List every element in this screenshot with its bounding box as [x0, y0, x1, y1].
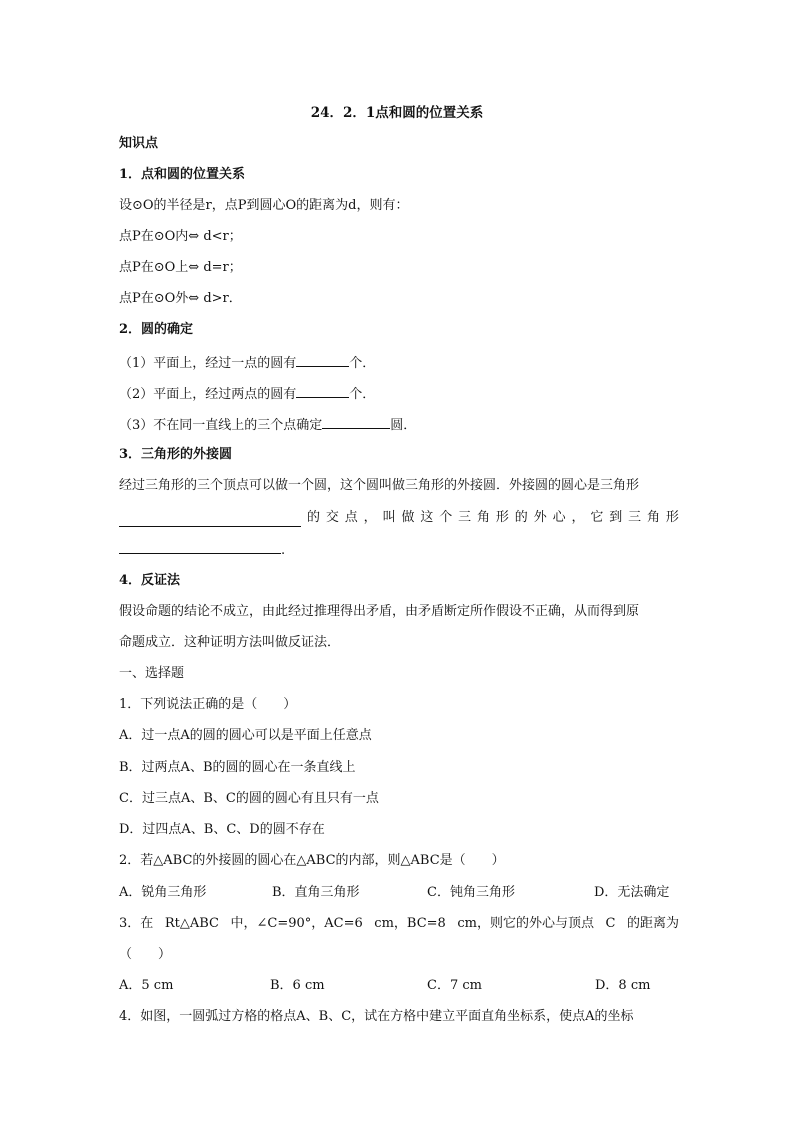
fill-blank[interactable] — [119, 540, 281, 554]
section-1-line-on: 点P在⊙O上⇔ d=r； — [119, 260, 242, 275]
question-1-option-a[interactable]: A．过一点A的圆的圆心可以是平面上任意点 — [119, 728, 372, 743]
section-2-item-2 — [119, 384, 679, 404]
section-3-heading: 3．三角形的外接圆 — [119, 447, 233, 462]
question-3-options — [119, 977, 679, 995]
page-title: 24．2．1点和圆的位置关系 — [310, 105, 484, 121]
question-4-stem: 4．如图，一圆弧过方格的格点A、B、C，试在方格中建立平面直角坐标系，使点A的坐标 — [119, 1009, 634, 1024]
item-1-text: （1）平面上，经过一点的圆有 — [119, 356, 297, 371]
section-1-line-inside: 点P在⊙O内⇔ d<r； — [119, 229, 242, 244]
section-choice-heading: 一、选择题 — [119, 666, 185, 681]
question-2-option-c[interactable]: C．钝角三角形 — [427, 885, 515, 900]
section-3-line-2-char-3: ， — [363, 510, 377, 525]
section-3-line-2-char-1: 交 — [325, 510, 339, 525]
question-1-option-b[interactable]: B．过两点A、B的圆的圆心在一条直线上 — [119, 760, 356, 775]
section-4-line-2: 命题成立．这种证明方法叫做反证法． — [119, 635, 341, 650]
section-3-line-2-char-15: 它 — [590, 510, 604, 525]
question-2-stem: 2．若△ABC的外接圆的圆心在△ABC的内部，则△ABC是（ ） — [119, 853, 505, 868]
section-2-item-1 — [119, 353, 679, 373]
section-3-line-2-char-8: 三 — [458, 510, 472, 525]
fill-blank[interactable] — [119, 513, 301, 527]
question-3-stem-word-1: Rt△ABC — [164, 916, 219, 931]
section-3-line-2-char-9: 角 — [477, 510, 491, 525]
section-3-line-2-char-14: ， — [571, 510, 585, 525]
item-2-text: （2）平面上，经过两点的圆有 — [119, 387, 297, 402]
item-1-suffix: 个． — [349, 356, 376, 371]
line-3-end: . — [281, 543, 286, 558]
section-1-line-outside: 点P在⊙O外⇔ d>r． — [119, 291, 242, 306]
section-3-line-2-char-0: 的 — [307, 510, 321, 525]
section-3-line-2-char-11: 的 — [514, 510, 528, 525]
question-1-stem: 1．下列说法正确的是（ ） — [119, 697, 297, 712]
question-3-stem-word-0: 3．在 — [119, 916, 154, 931]
question-3-stem-word-2: 中，∠C=90°，AC=6 — [230, 916, 363, 931]
item-3-suffix: 圆． — [390, 418, 417, 433]
question-3-stem-word-5: C — [605, 916, 616, 931]
question-3-paren: （ ） — [119, 947, 172, 962]
section-3-line-2-char-7: 个 — [439, 510, 453, 525]
knowledge-heading: 知识点 — [119, 136, 159, 151]
section-3-line-2-char-4: 叫 — [382, 510, 396, 525]
section-3-line-3 — [119, 540, 679, 560]
section-4-heading: 4．反证法 — [119, 573, 181, 588]
question-2-option-a[interactable]: A．锐角三角形 — [119, 885, 207, 900]
fill-blank[interactable] — [296, 353, 349, 367]
question-3-stem-word-4: cm，则它的外心与顶点 — [457, 916, 594, 931]
section-1-intro: 设⊙O的半径是r，点P到圆心O的距离为d，则有： — [119, 198, 409, 213]
question-2-options — [119, 884, 679, 902]
section-3-line-2-char-18: 角 — [647, 510, 661, 525]
question-1-option-d[interactable]: D．过四点A、B、C、D的圆不存在 — [119, 822, 325, 837]
question-2-option-b[interactable]: B．直角三角形 — [272, 885, 360, 900]
question-3-stem-word-3: cm，BC=8 — [374, 916, 446, 931]
section-4-line-1: 假设命题的结论不成立，由此经过推理得出矛盾，由矛盾断定所作假设不正确，从而得到原 — [119, 604, 640, 619]
question-3-stem-word-6: 的距离为 — [626, 916, 679, 931]
question-3-option-d[interactable]: D．8 cm — [595, 978, 651, 993]
item-2-suffix: 个． — [349, 387, 376, 402]
section-3-line-2-char-5: 做 — [401, 510, 415, 525]
question-2-option-d[interactable]: D．无法确定 — [594, 885, 670, 900]
section-3-line-2-char-16: 到 — [609, 510, 623, 525]
section-1-heading: 1．点和圆的位置关系 — [119, 167, 246, 182]
section-3-line-2-char-19: 形 — [665, 510, 679, 525]
section-3-line-2 — [119, 509, 679, 527]
question-1-option-c[interactable]: C．过三点A、B、C的圆的圆心有且只有一点 — [119, 791, 379, 806]
section-2-heading: 2．圆的确定 — [119, 322, 194, 337]
section-3-line-2-text — [307, 509, 679, 527]
question-3-stem — [119, 915, 679, 933]
section-2-item-3 — [119, 415, 679, 435]
section-3-line-2-char-13: 心 — [552, 510, 566, 525]
section-3-line-2-char-12: 外 — [533, 510, 547, 525]
question-3-option-a[interactable]: A．5 cm — [119, 978, 174, 993]
question-3-option-c[interactable]: C．7 cm — [427, 978, 482, 993]
question-3-option-b[interactable]: B．6 cm — [270, 978, 325, 993]
section-3-line-1: 经过三角形的三个顶点可以做一个圆，这个圆叫做三角形的外接圆．外接圆的圆心是三角形 — [119, 478, 640, 493]
fill-blank[interactable] — [296, 384, 349, 398]
section-3-line-2-char-10: 形 — [495, 510, 509, 525]
section-3-line-2-char-2: 点 — [344, 510, 358, 525]
fill-blank[interactable] — [322, 415, 390, 429]
item-3-text: （3）不在同一直线上的三个点确定 — [119, 418, 323, 433]
section-3-line-2-char-17: 三 — [628, 510, 642, 525]
section-3-line-2-char-6: 这 — [420, 510, 434, 525]
